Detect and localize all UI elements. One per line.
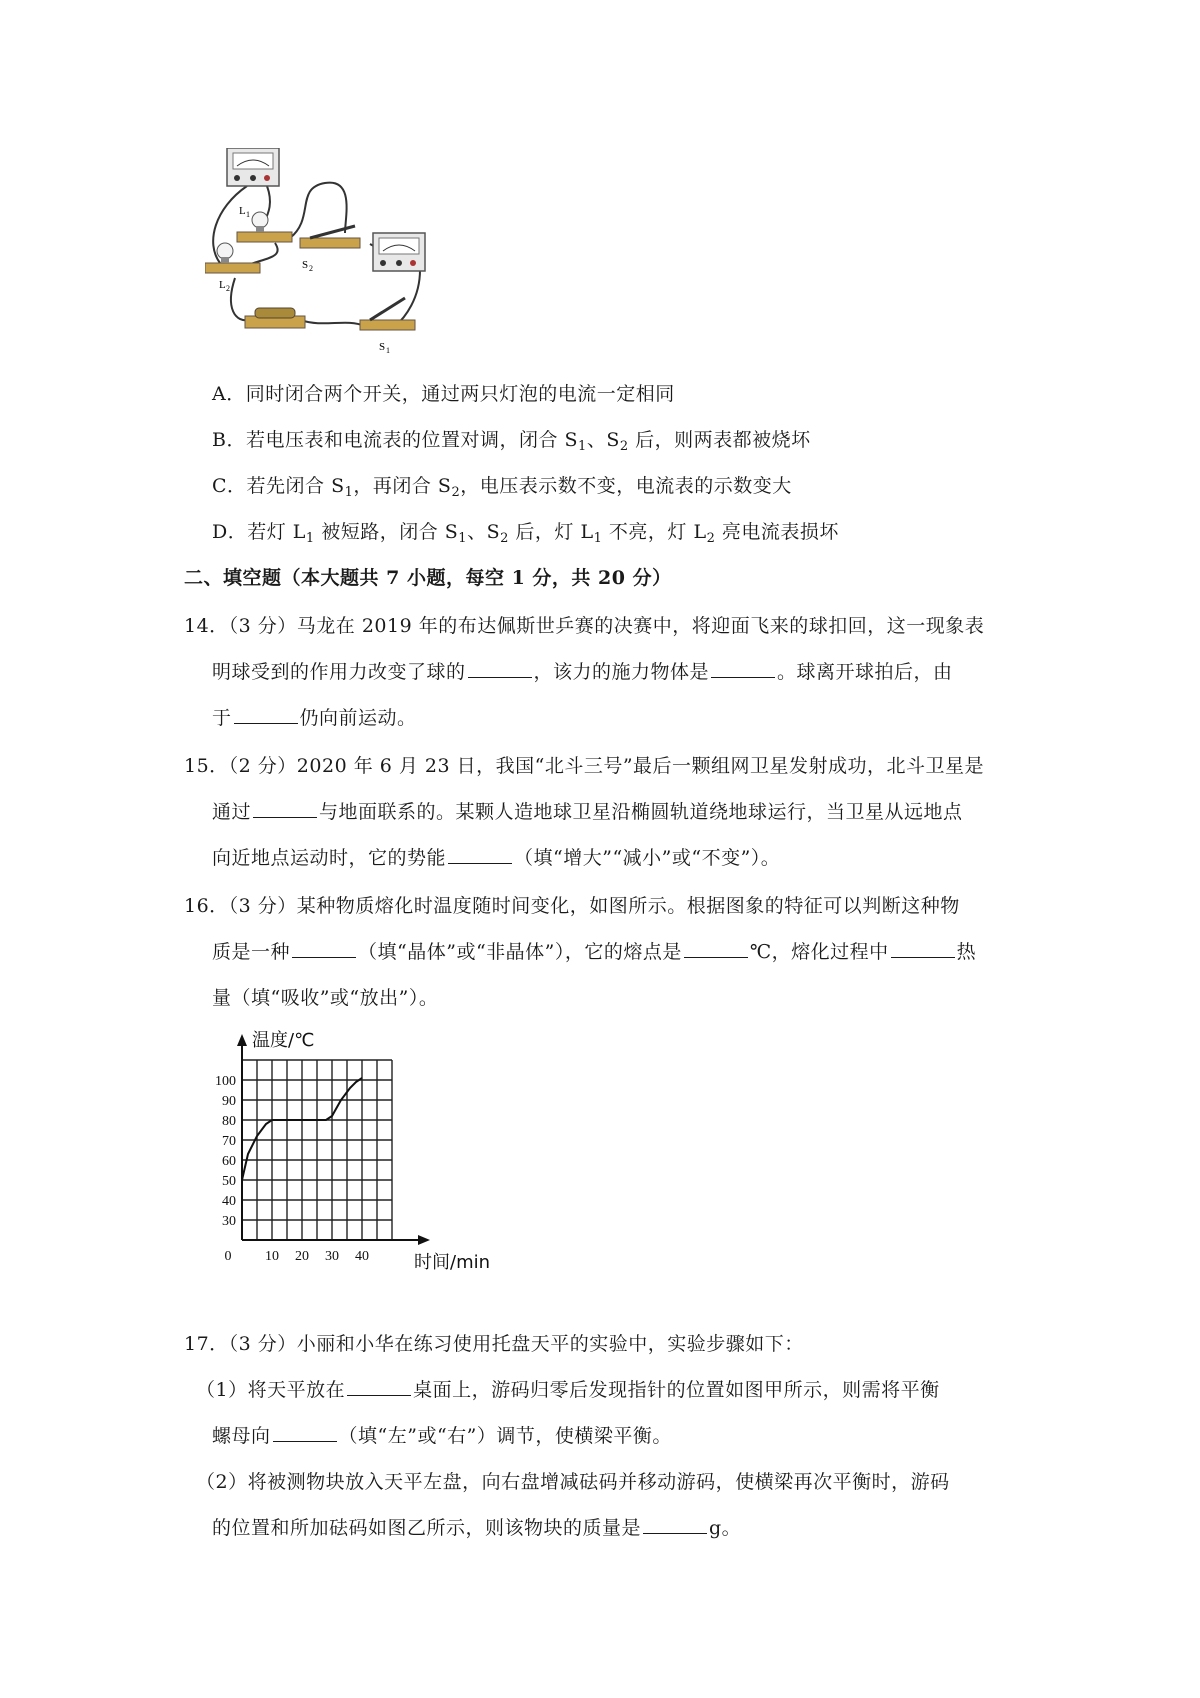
option-c: C．若先闭合 $S_1$，再闭合 $S_2$，电压表示数不变，电流表的示数变大 xyxy=(212,475,792,500)
y-tick-label: 100 xyxy=(215,1074,236,1089)
q14-line2: 明球受到的作用力改变了球的 ，该力的施力物体是 。球离开球拍后，由 xyxy=(212,661,953,683)
label-s1-sub: 1 xyxy=(386,346,390,355)
answer-blank[interactable] xyxy=(891,939,955,958)
answer-blank[interactable] xyxy=(273,1423,337,1442)
x-axis-label: 时间/min xyxy=(414,1252,491,1273)
x-tick-label: 40 xyxy=(355,1249,369,1264)
q15-line1: 15．（2 分）2020 年 6 月 23 日，我国“北斗三号”最后一颗组网卫星发射成功，北斗卫星是 xyxy=(184,755,985,777)
y-axis-arrow xyxy=(237,1034,247,1046)
y-tick-label: 80 xyxy=(222,1114,236,1129)
y-axis-label: 温度/℃ xyxy=(252,1030,315,1051)
battery xyxy=(245,308,305,328)
answer-blank[interactable] xyxy=(234,705,298,724)
wire xyxy=(231,278,250,320)
voltmeter xyxy=(227,148,279,186)
melting-curve-chart xyxy=(200,1030,520,1300)
y-tick-label: 50 xyxy=(222,1174,236,1189)
x-tick-label: 10 xyxy=(265,1249,279,1264)
q17-step2-line2: 的位置和所加砝码如图乙所示，则该物块的质量是 g。 xyxy=(212,1517,742,1539)
q15-line2: 通过 与地面联系的。某颗人造地球卫星沿椭圆轨道绕地球运行，当卫星从远地点 xyxy=(212,801,963,823)
y-tick-label: 60 xyxy=(222,1154,236,1169)
circuit-diagram xyxy=(205,148,455,370)
option-a: A．同时闭合两个开关，通过两只灯泡的电流一定相同 xyxy=(212,383,675,405)
y-tick-label: 30 xyxy=(222,1214,236,1229)
ammeter xyxy=(373,233,425,271)
switch-s2 xyxy=(300,226,360,248)
q14-line3: 于 仍向前运动。 xyxy=(212,707,417,729)
x-axis-arrow xyxy=(418,1235,430,1245)
q16-line1: 16．（3 分）某种物质熔化时温度随时间变化，如图所示。根据图象的特征可以判断这种物 xyxy=(184,895,960,917)
y-tick-label: 70 xyxy=(222,1134,236,1149)
x-tick-label: 0 xyxy=(224,1249,232,1264)
answer-blank[interactable] xyxy=(468,659,532,678)
wire xyxy=(395,270,420,326)
answer-blank[interactable] xyxy=(253,799,317,818)
q15-line3: 向近地点运动时，它的势能 （填“增大”“减小”或“不变”）。 xyxy=(212,847,781,869)
option-b: B．若电压表和电流表的位置对调，闭合 $S_1$、$S_2$ 后，则两表都被烧坏 xyxy=(212,429,811,454)
q16-line2: 质是一种 （填“晶体”或“非晶体”），它的熔点是 ℃，熔化过程中 热 xyxy=(212,941,977,963)
answer-blank[interactable] xyxy=(347,1377,411,1396)
label-s2-sub: 2 xyxy=(309,264,313,273)
label-l1-letter: L xyxy=(239,205,246,217)
answer-blank[interactable] xyxy=(448,845,512,864)
answer-blank[interactable] xyxy=(292,939,356,958)
y-tick-label: 90 xyxy=(222,1094,236,1109)
x-tick-label: 20 xyxy=(295,1249,309,1264)
label-s2-letter: S xyxy=(302,259,309,271)
wire xyxy=(300,320,365,326)
answer-blank[interactable] xyxy=(711,659,775,678)
label-l1-sub: 1 xyxy=(246,210,250,219)
q14-line1: 14．（3 分）马龙在 2019 年的布达佩斯世乒赛的决赛中，将迎面飞来的球扣回，这一现象表 xyxy=(184,615,985,637)
answer-blank[interactable] xyxy=(643,1515,707,1534)
q16-line3: 量（填“吸收”或“放出”）。 xyxy=(212,987,439,1009)
y-tick-label: 40 xyxy=(222,1194,236,1209)
q17-step1-line1: （1）将天平放在 桌面上，游码归零后发现指针的位置如图甲所示，则需将平衡 xyxy=(196,1379,940,1401)
q17-step1-line2: 螺母向 （填“左”或“右”）调节，使横梁平衡。 xyxy=(212,1425,672,1447)
section-title: 二、填空题（本大题共 7 小题，每空 1 分，共 20 分） xyxy=(184,567,672,589)
label-s1-letter: S xyxy=(379,341,386,353)
x-tick-label: 30 xyxy=(325,1249,339,1264)
label-l2-sub: 2 xyxy=(226,284,230,293)
q17-step2-line1: （2）将被测物块放入天平左盘，向右盘增减砝码并移动游码，使横梁再次平衡时，游码 xyxy=(196,1471,950,1493)
label-l2-letter: L xyxy=(219,279,226,291)
option-d: D．若灯 $L_1$ 被短路，闭合 $S_1$、$S_2$ 后，灯 $L_1$ 不亮，灯 $L_2$ 亮电流表损坏 xyxy=(212,521,839,546)
answer-blank[interactable] xyxy=(684,939,748,958)
q17-line1: 17．（3 分）小丽和小华在练习使用托盘天平的实验中，实验步骤如下： xyxy=(184,1333,804,1355)
